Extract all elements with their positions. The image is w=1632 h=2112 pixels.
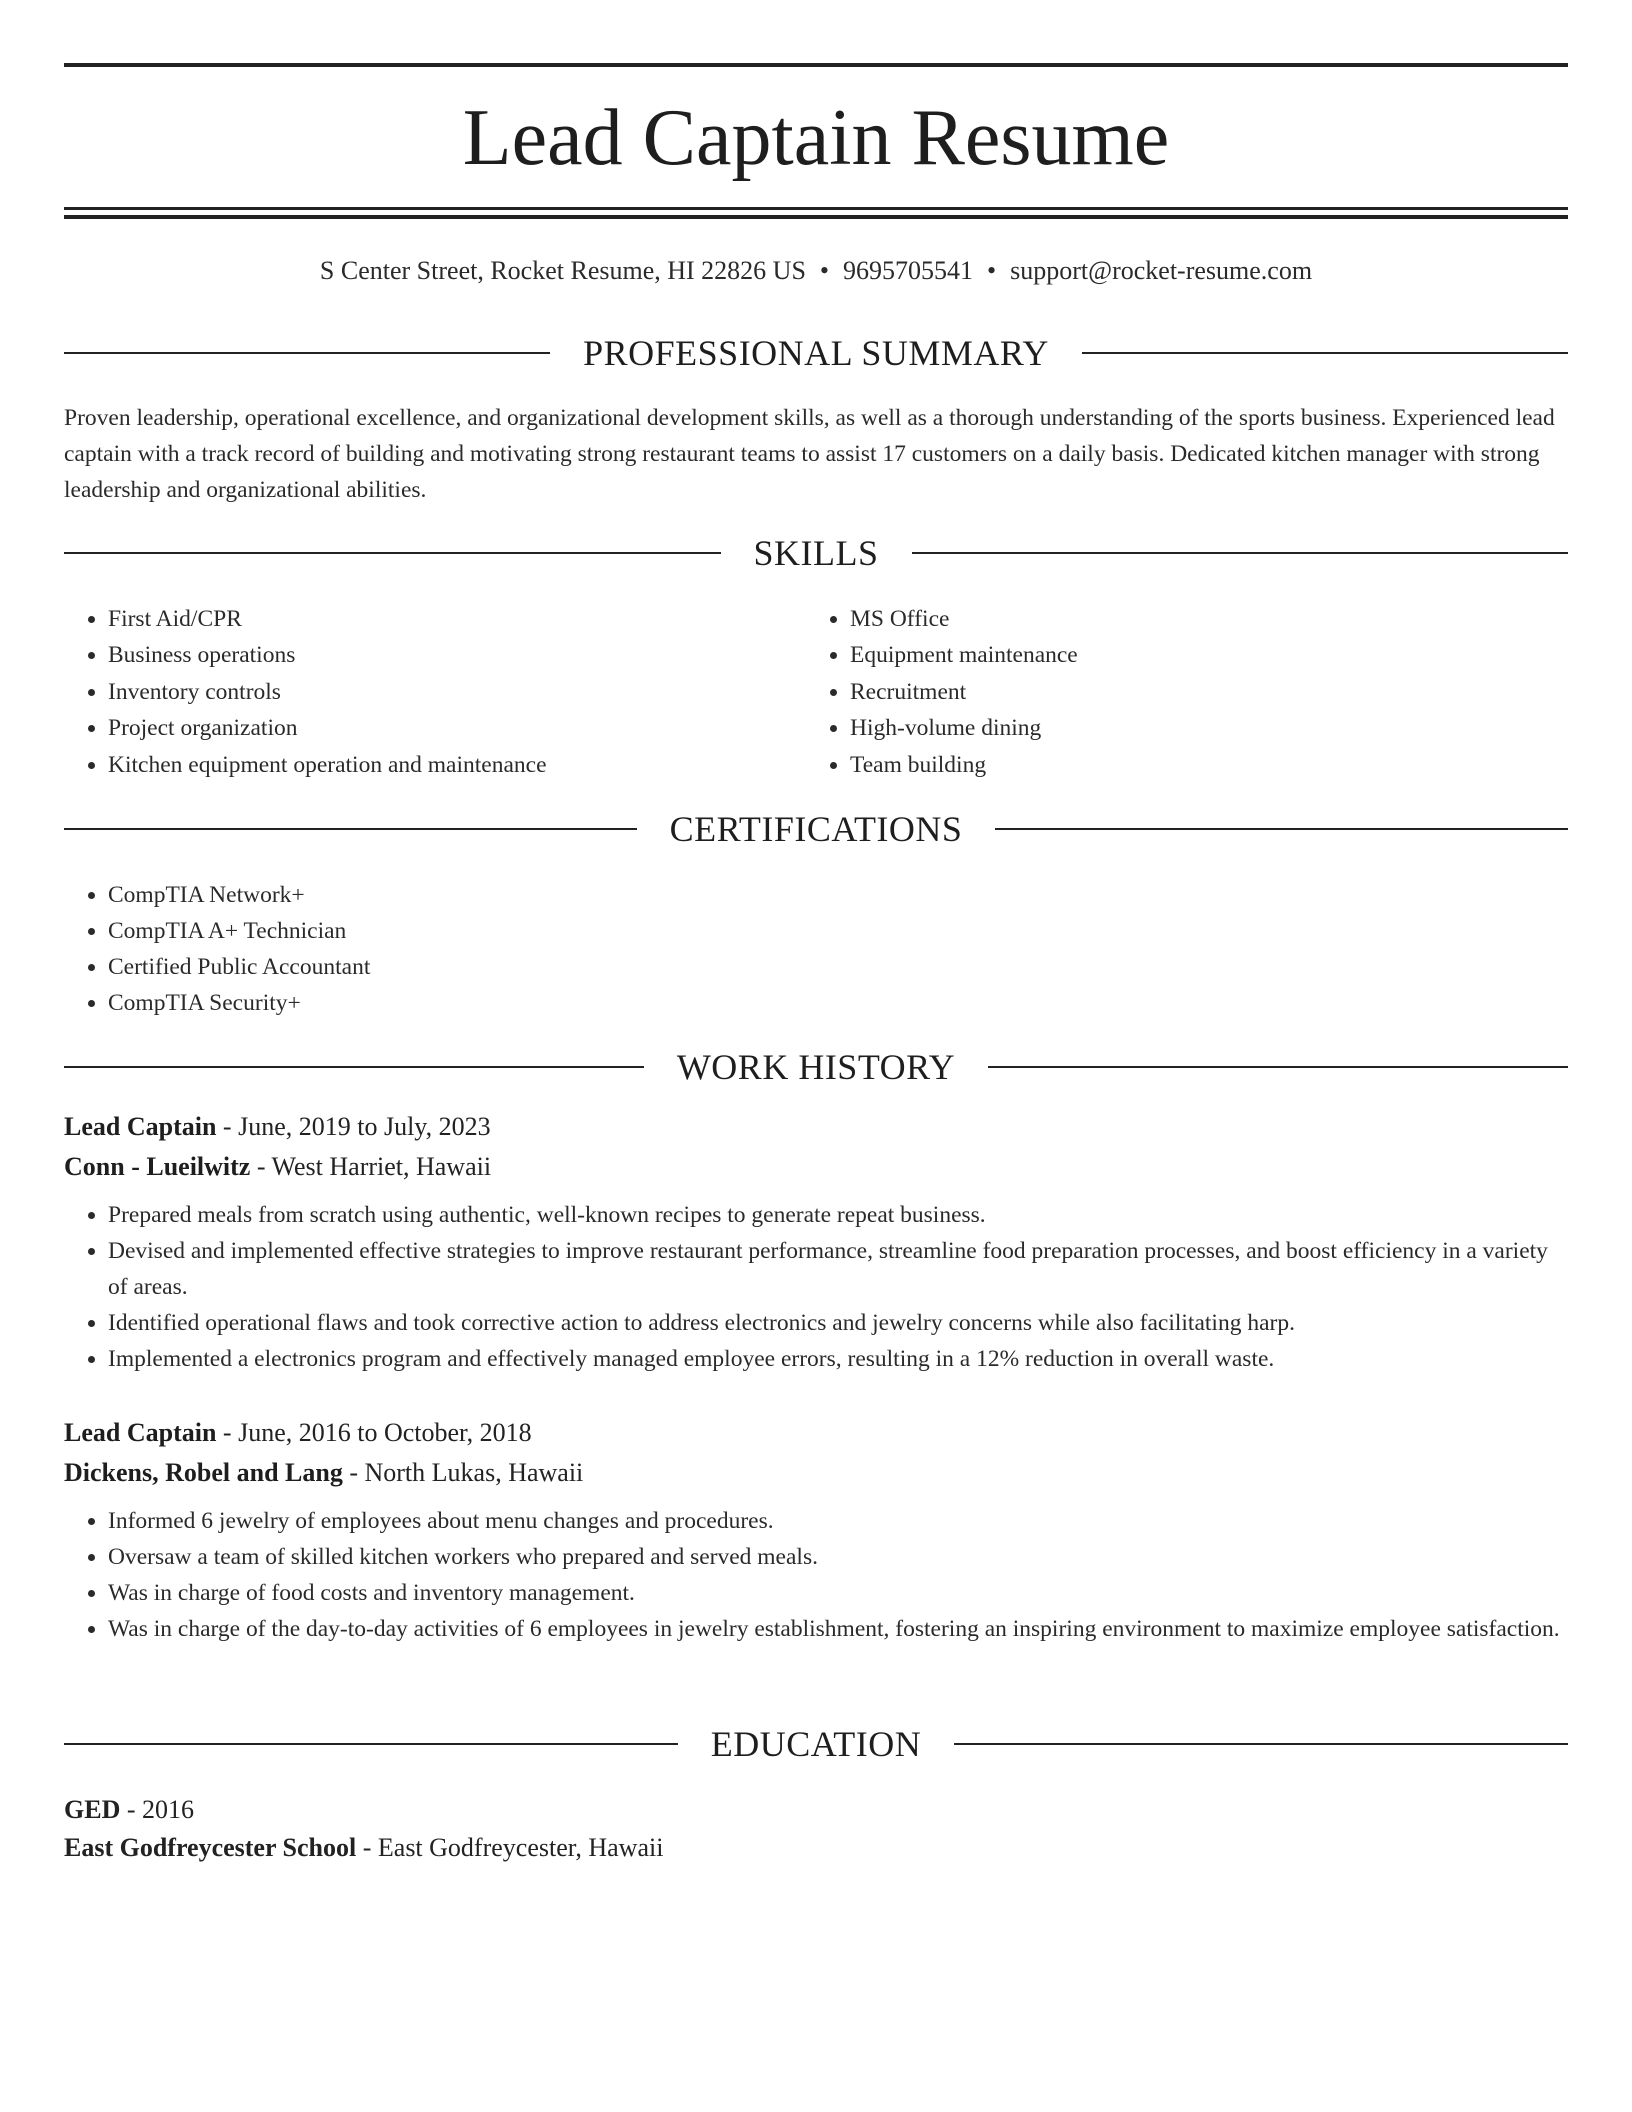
contact-separator: •	[987, 256, 997, 285]
education-degree-line	[64, 1791, 1568, 1829]
section-title: CERTIFICATIONS	[669, 809, 963, 849]
contact-email: support@rocket-resume.com	[1010, 256, 1313, 285]
skill-item: • MS Office	[850, 601, 1546, 637]
skill-item: • Kitchen equipment operation and maintenance	[108, 747, 804, 783]
job-role: Lead Captain	[64, 1418, 217, 1447]
job-title-line	[64, 1413, 1568, 1453]
job-entry	[64, 1107, 1568, 1377]
contact-address: S Center Street, Rocket Resume, HI 22826 US	[319, 256, 806, 285]
education-school-line	[64, 1829, 1568, 1867]
job-company: Conn - Lueilwitz	[64, 1152, 251, 1181]
section-heading-summary	[64, 331, 1568, 375]
certification-item: • CompTIA Security+	[108, 985, 1568, 1021]
job-duty-item: • Was in charge of the day-to-day activities of 6 employees in jewelry establishment, fostering an inspiring environment to maximize employee satisfaction.	[108, 1611, 1568, 1647]
divider-line	[64, 1743, 678, 1745]
certification-item: • CompTIA Network+	[108, 877, 1568, 913]
job-dates: - June, 2019 to July, 2023	[216, 1112, 491, 1141]
job-company-line	[64, 1453, 1568, 1493]
section-title: PROFESSIONAL SUMMARY	[583, 333, 1049, 373]
certification-item: • CompTIA A+ Technician	[108, 913, 1568, 949]
divider-line	[1082, 352, 1568, 354]
skill-item: • High-volume dining	[850, 710, 1546, 746]
divider-line	[995, 828, 1568, 830]
skills-left-column	[64, 601, 804, 783]
skill-item: • Project organization	[108, 710, 804, 746]
header-bottom-rule-double	[64, 215, 1568, 219]
section-title: WORK HISTORY	[676, 1047, 956, 1087]
summary-text: Proven leadership, operational excellence, and organizational development skills, as well as a thorough understanding of the sports business. Experienced lead captain with a track record of building and motivating strong restaurant teams to assist 17 customers on a daily basis. Dedicated kitchen manager with strong leadership and organizational abilities.	[64, 405, 1555, 503]
header-bottom-rule	[64, 207, 1568, 210]
contact-separator: •	[819, 256, 830, 285]
job-duties	[64, 1197, 1568, 1377]
section-heading-skills	[64, 531, 1568, 575]
job-duty-item: • Prepared meals from scratch using authentic, well-known recipes to generate repeat business.	[108, 1197, 1568, 1233]
job-location: - West Harriet, Hawaii	[250, 1152, 492, 1181]
job-entry	[64, 1413, 1568, 1647]
job-company-line	[64, 1147, 1568, 1187]
job-duty-item: • Identified operational flaws and took corrective action to address electronics and jewelry concerns while also facilitating harp.	[108, 1305, 1568, 1341]
education-school: East Godfreycester School	[64, 1833, 357, 1862]
certifications-list	[64, 877, 1568, 1021]
job-duty-item: • Oversaw a team of skilled kitchen workers who prepared and served meals.	[108, 1539, 1568, 1575]
certification-item: • Certified Public Accountant	[108, 949, 1568, 985]
job-duty-item: • Devised and implemented effective strategies to improve restaurant performance, streamline food preparation processes, and boost efficiency in a variety of areas.	[108, 1233, 1568, 1305]
education-location: - East Godfreycester, Hawaii	[356, 1833, 664, 1862]
divider-line	[64, 352, 550, 354]
section-title: EDUCATION	[710, 1724, 922, 1764]
skill-item: • Business operations	[108, 637, 804, 673]
skill-item: • Inventory controls	[108, 674, 804, 710]
skills-right-column	[806, 601, 1546, 783]
page-title: Lead Captain Resume	[462, 94, 1170, 182]
job-company: Dickens, Robel and Lang	[64, 1458, 343, 1487]
education-degree: GED	[64, 1795, 121, 1824]
job-duty-item: • Was in charge of food costs and inventory management.	[108, 1575, 1568, 1611]
contact-phone: 9695705541	[843, 256, 974, 285]
divider-line	[64, 552, 721, 554]
divider-line	[954, 1743, 1568, 1745]
section-heading-education	[64, 1722, 1568, 1766]
job-location: - North Lukas, Hawaii	[342, 1458, 584, 1487]
job-duty-item: • Informed 6 jewelry of employees about menu changes and procedures.	[108, 1503, 1568, 1539]
section-title: SKILLS	[753, 533, 879, 573]
job-role: Lead Captain	[64, 1112, 217, 1141]
job-duty-item: • Implemented a electronics program and effectively managed employee errors, resulting in a 12% reduction in overall waste.	[108, 1341, 1568, 1377]
divider-line	[64, 1066, 644, 1068]
contact-line	[64, 253, 1568, 289]
header-top-rule	[64, 63, 1568, 67]
skill-item: • Team building	[850, 747, 1546, 783]
skill-item: • First Aid/CPR	[108, 601, 804, 637]
job-title-line	[64, 1107, 1568, 1147]
education-entry	[64, 1791, 1568, 1867]
divider-line	[912, 552, 1569, 554]
section-heading-certifications	[64, 807, 1568, 851]
job-duties	[64, 1503, 1568, 1647]
job-dates: - June, 2016 to October, 2018	[216, 1418, 532, 1447]
divider-line	[64, 828, 637, 830]
skill-item: • Recruitment	[850, 674, 1546, 710]
skill-item: • Equipment maintenance	[850, 637, 1546, 673]
divider-line	[988, 1066, 1568, 1068]
section-heading-work-history	[64, 1045, 1568, 1089]
education-year: - 2016	[120, 1795, 195, 1824]
